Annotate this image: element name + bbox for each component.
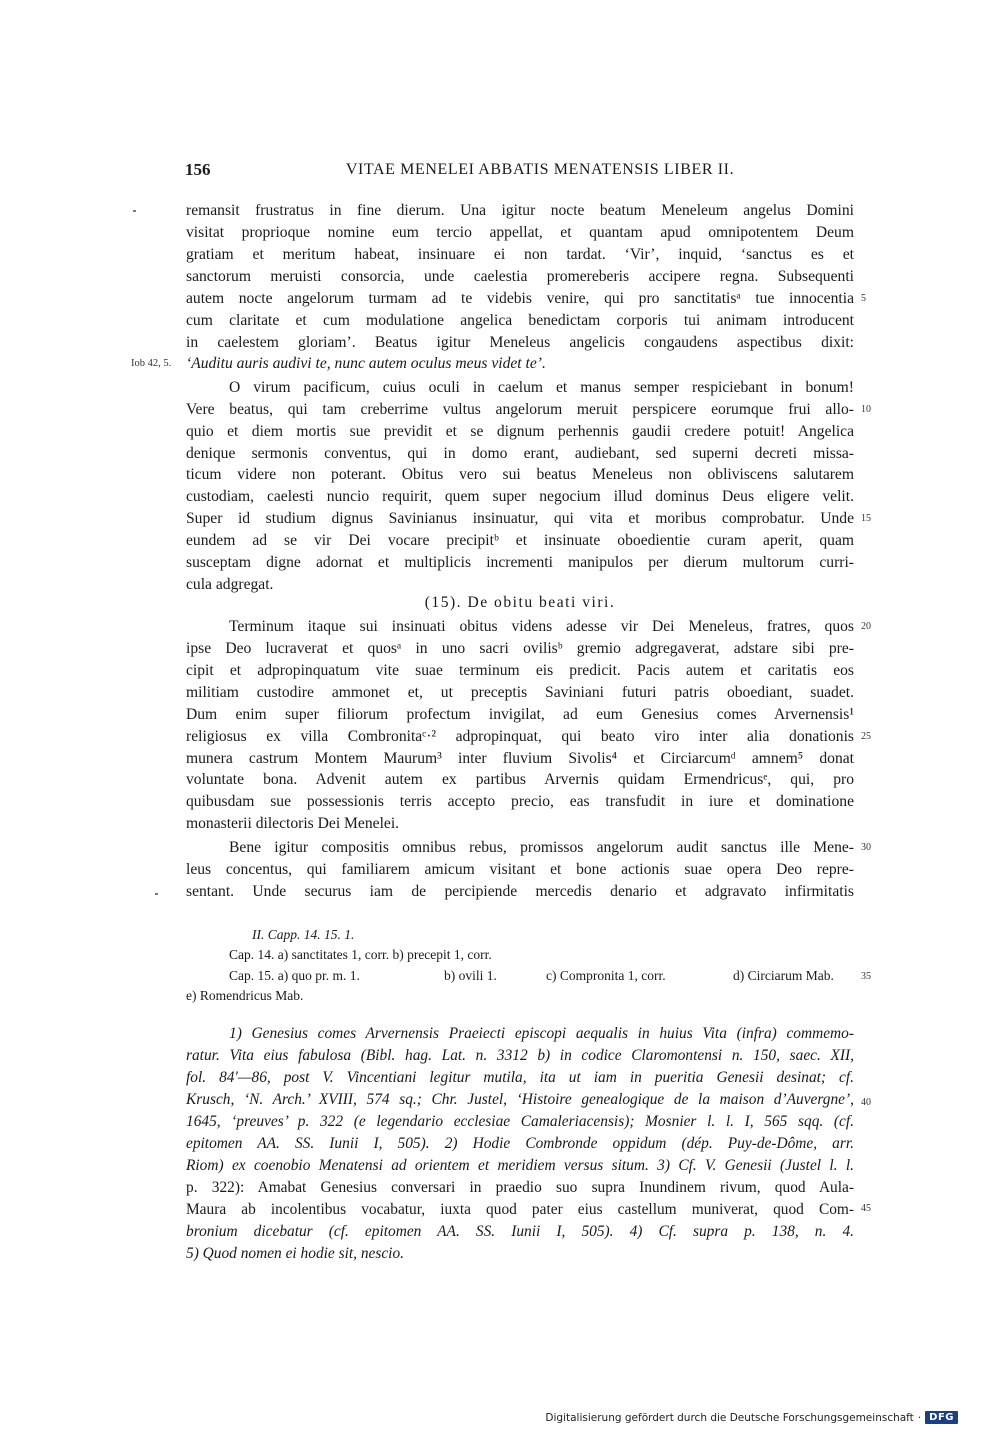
text-line: autem nocte angelorum turmam ad te videbis venire, qui pro sanctitatisᵃ tue innocentia [186, 290, 854, 307]
note-line: fol. 84′—86, post V. Vincentiani legitur mutila, ita ut iam in pueritia Genesii desinat; cf. [186, 1069, 854, 1086]
note-line: ratur. Vita eius fabulosa (Bibl. hag. Lat. n. 3312 b) in codice Claromontensi n. 150, saec. XII, [186, 1047, 854, 1064]
note-line: 1645, ‘preuves’ p. 322 (e legendario ecclesiae Camaleriacensis); Mosnier l. l. I, 565 sqq. (cf. [186, 1113, 854, 1130]
text-line: O virum pacificum, cuius oculi in caelum et manus semper respiciebant in bonum! [229, 379, 854, 396]
text-line: militiam custodire ammonet et, ut preceptis Saviniani futuri patris oboediant, suadet. [186, 684, 854, 701]
note-line: Riom) ex coenobio Menatensi ad orientem et meridiem versus situm. 3) Cf. V. Genesii (Justel l. l. [186, 1157, 854, 1174]
text-line: cum claritate et cum modulatione angelica benedictam corporis tui animam introducent [186, 312, 854, 329]
text-line: cula adgregat. [186, 576, 274, 593]
text-line-quotation: ‘Auditu auris audivi te, nunc autem oculus meus videt te’. [186, 355, 546, 372]
text-line: custodiam, caelesti nuncio requirit, quem super negocium illud dominus Deus eligere velit. [186, 488, 854, 505]
digitization-credit [545, 1411, 958, 1424]
text-line: voluntate bona. Advenit autem ex partibus Arvernis quidam Ermendricusᵉ, qui, pro [186, 771, 854, 788]
running-head [185, 160, 855, 182]
text-line: susceptam digne adornat et multiplicis incrementi manipulos per dierum multorum curri- [186, 554, 854, 571]
text-line: remansit frustratus in fine dierum. Una igitur nocte beatum Meneleum angelus Domini [186, 202, 854, 219]
page-number: 156 [185, 160, 211, 179]
note-line: p. 322): Amabat Genesius conversari in praedio suo supra Inundinem rivum, quod Aula- [186, 1179, 854, 1196]
text-line: Terminum itaque sui insinuati obitus videns adesse vir Dei Meneleus, fratres, quos [229, 618, 854, 635]
text-line: cipit et adpropinquatum vite suae terminum eis predicit. Pacis autem et caritatis eos [186, 662, 854, 679]
text-line: ipse Deo lucraverat et quosᵃ in uno sacri ovilisᵇ gremio adgregaverat, adstare sibi pre- [186, 640, 854, 657]
note-line: Krusch, ‘N. Arch.’ XVIII, 574 sq.; Chr. Justel, ‘Histoire genealogique de la maison d’Auvergne’, [186, 1091, 854, 1108]
text-line: Dum enim super filiorum profectum invigilat, ad eum Genesius comes Arvernensis¹ [186, 706, 854, 723]
separator-dot: · [917, 1411, 922, 1424]
text-line: ticum videre non poterant. Obitus vero sui beatus Meneleus non obliviscens salutarem [186, 466, 854, 483]
text-line: Super id studium dignus Savinianus insinuatur, qui vita et moribus comprobatur. Unde [186, 510, 854, 527]
text-line: monasterii dilectoris Dei Menelei. [186, 815, 400, 832]
text-line: in caelestem gloriam’. Beatus igitur Meneleus angelicis congaudens aspectibus dixit: [186, 334, 854, 351]
text-line: quio et diem mortis sue previdit et se dignum perhennis gaudii credere potuit! Angelica [186, 423, 854, 440]
running-title: VITAE MENELEI ABBATIS MENATENSIS LIBER II. [345, 161, 735, 178]
text-line: leus concentus, qui familiarem amicum visitant et bone actionis suae opera Deo repre- [186, 861, 854, 878]
note-line: 5) Quod nomen ei hodie sit, nescio. [186, 1245, 404, 1262]
apparatus-line: Cap. 15. a) quo pr. m. 1. [229, 968, 360, 983]
line-number: 30 [861, 842, 871, 853]
note-line: bronium dicebatur (cf. epitomen AA. SS. Iunii I, 505). 4) Cf. supra p. 138, n. 4. [186, 1223, 854, 1240]
note-line: Maura ab incolentibus vocabatur, iuxta quod pater eius castellum muniverat, quod Com- [186, 1201, 854, 1218]
text-line: religiosus ex villa Combronitaᶜ·² adpropinquat, qui beato viro inter alia donationis [186, 728, 854, 745]
line-number: 40 [861, 1097, 871, 1108]
note-line: 1) Genesius comes Arvernensis Praeiecti episcopi aequalis in huius Vita (infra) commemo- [229, 1025, 854, 1042]
apparatus-line: d) Circiarum Mab. [733, 968, 834, 983]
chapter-heading: (15). De obitu beati viri. [424, 594, 616, 611]
margin-reference: Iob 42, 5. [131, 358, 172, 369]
line-number: 45 [861, 1203, 871, 1214]
apparatus-line: e) Romendricus Mab. [186, 988, 304, 1003]
line-number: 5 [861, 293, 866, 304]
text-line: sanctorum meruisti consorcia, unde caelestia promereberis accipere regna. Subsequenti [186, 268, 854, 285]
line-number: 20 [861, 621, 871, 632]
text-line: Bene igitur compositis omnibus rebus, promissos angelorum audit sanctus ille Mene- [229, 839, 854, 856]
text-line: visitat proprioque nomine eum tercio appellat, et quantam apud omnipotentem Deum [186, 224, 854, 241]
apparatus-line: c) Compronita 1, corr. [546, 968, 666, 983]
scan-speck [155, 893, 158, 895]
line-number: 10 [861, 404, 871, 415]
text-line: Vere beatus, qui tam creberrime vultus angelorum meruit perspicere eorumque frui allo- [186, 401, 854, 418]
text-line: eundem ad se vir Dei vocare precipitᵇ et insinuate oboedientie curam aperit, quam [186, 532, 854, 549]
apparatus-line: II. Capp. 14. 15. 1. [252, 927, 355, 942]
note-line: epitomen AA. SS. Iunii I, 505). 2) Hodie Combronde oppidum (dép. Puy-de-Dôme, arr. [186, 1135, 854, 1152]
text-line: denique sermonis conventus, qui in domo erant, audiebant, sed superni decreti missa- [186, 445, 854, 462]
line-number: 25 [861, 731, 871, 742]
text-line: quibusdam sue possessionis terris accepto precio, eas transfudit in iure et dominatione [186, 793, 854, 810]
line-number: 15 [861, 513, 871, 524]
text-line: sentant. Unde securus iam de percipiende mercedis denario et adgravato infirmitatis [186, 883, 854, 900]
text-line: gratiam et meritum habeat, insinuare ei non tardat. ‘Vir’, inquid, ‘sanctus es et [186, 246, 854, 263]
apparatus-line: Cap. 14. a) sanctitates 1, corr. b) precepit 1, corr. [229, 947, 492, 962]
line-number: 35 [861, 971, 871, 982]
apparatus-line: b) ovili 1. [444, 968, 497, 983]
text-line: munera castrum Montem Maurum³ inter fluvium Sivolis⁴ et Circiarcumᵈ amnem⁵ donat [186, 750, 854, 767]
dfg-logo: DFG [925, 1411, 958, 1424]
scan-speck [133, 210, 136, 212]
credit-text: Digitalisierung gefördert durch die Deutsche Forschungsgemeinschaft [545, 1411, 914, 1424]
